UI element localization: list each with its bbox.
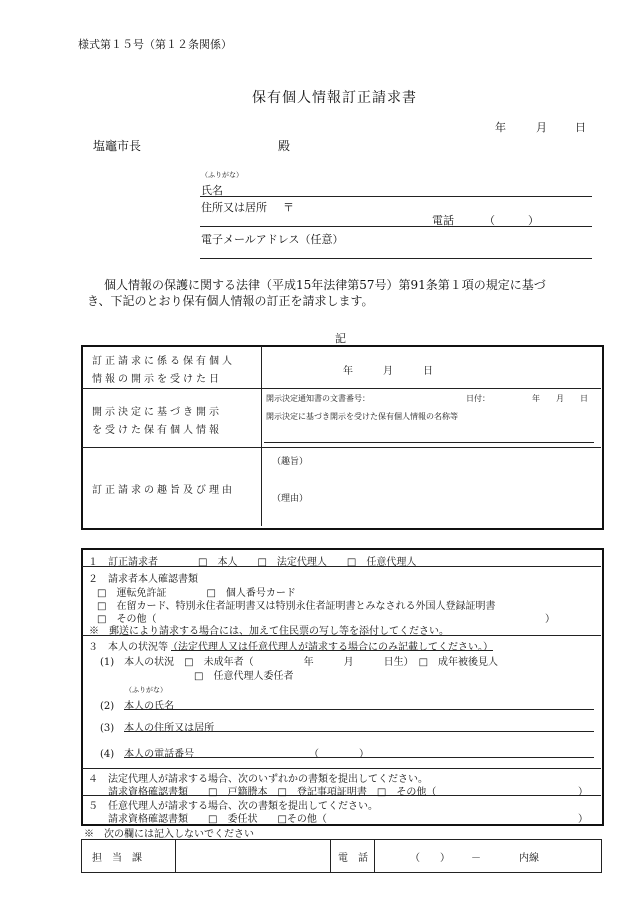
office-phone-dash: － xyxy=(471,853,481,864)
section1-requester-type[interactable]: １ 訂正請求者 □ 本人 □ 法定代理人 □ 任意代理人 xyxy=(88,557,417,568)
requester-phone-label: 電話 xyxy=(432,214,454,227)
section3-address-field[interactable] xyxy=(124,731,594,732)
ki-heading: 記 xyxy=(335,332,346,345)
addressee-name: 塩竈市長 xyxy=(93,139,142,153)
notice-date-label: 日付： xyxy=(466,394,490,403)
section2-option-1[interactable]: □ 運転免許証 □ 個人番号カード xyxy=(97,588,296,599)
section2-note: ※ 郵送により請求する場合には、加えて住民票の写し等を添付してください。 xyxy=(89,626,449,637)
section3-phone-paren: （ ） xyxy=(309,749,369,760)
disclosure-date-label-2: 情報の開示を受けた日 xyxy=(92,374,222,385)
requester-address-field[interactable] xyxy=(200,226,592,227)
section3-status-agent[interactable]: □ 任意代理人委任者 xyxy=(194,671,294,682)
section3-status[interactable]: (1) 本人の状況 □ 未成年者（ 年 月 日生） □ 成年被後見人 xyxy=(100,657,499,668)
office-phone-paren: （ ） xyxy=(410,853,450,864)
section3-furigana: （ふりがな） xyxy=(125,686,167,694)
date-year: 年 xyxy=(495,121,506,134)
requester-name-field[interactable] xyxy=(200,196,592,197)
page-title: 保有個人情報訂正請求書 xyxy=(252,90,417,106)
purpose-reason-label: 訂正請求の趣旨及び理由 xyxy=(92,485,235,496)
notice-doc-number[interactable]: 開示決定通知書の文書番号： xyxy=(266,394,370,403)
intro-line-1: 個人情報の保護に関する法律（平成15年法律第57号）第91条第１項の規定に基づ xyxy=(104,278,546,292)
section3-address-label: (3) 本人の住所又は居所 xyxy=(100,723,215,734)
section5-other-close: ） xyxy=(578,814,588,825)
section2-other-close: ） xyxy=(545,614,555,625)
section2-title: ２ 請求者本人確認書類 xyxy=(88,574,198,585)
postal-mark: 〒 xyxy=(283,201,294,214)
section4-documents[interactable]: 請求資格確認書類 □ 戸籍謄本 □ 登記事項証明書 □ その他（ xyxy=(108,787,437,798)
section3-name-label: (2) 本人の氏名 xyxy=(100,701,175,712)
section5-documents[interactable]: 請求資格確認書類 □ 委任状 □その他（ xyxy=(108,814,327,825)
date-day: 日 xyxy=(575,121,586,134)
disclosed-info-name[interactable]: 開示決定に基づき開示を受けた保有個人情報の名称等 xyxy=(266,412,458,421)
requester-email-field[interactable] xyxy=(200,258,592,259)
office-dept-label: 担 当 課 xyxy=(92,853,142,864)
section4-other-close: ） xyxy=(578,787,588,798)
disclosure-date-value[interactable]: 年 月 日 xyxy=(343,366,433,377)
office-phone-label: 電 話 xyxy=(338,853,368,864)
date-month: 月 xyxy=(536,121,547,134)
disclosed-info-label-1: 開示決定に基づき開示 xyxy=(92,407,222,418)
section5-title: ５ 任意代理人が請求する場合、次の書類を提出してください。 xyxy=(88,801,378,812)
office-ext-label: 内線 xyxy=(519,853,539,864)
requester-email-label: 電子メールアドレス（任意） xyxy=(201,233,344,246)
addressee-honorific: 殿 xyxy=(278,139,291,153)
section2-option-other[interactable]: □ その他（ xyxy=(97,614,157,625)
section3-phone-label: (4) 本人の電話番号 xyxy=(100,749,195,760)
section3-name-field[interactable] xyxy=(124,709,594,710)
office-use-note: ※ 次の欄には記入しないでください xyxy=(84,829,254,840)
requester-phone-paren: （ ） xyxy=(484,214,539,227)
purpose-field[interactable]: （趣旨） xyxy=(272,457,309,467)
notice-date-value[interactable]: 年 月 日 xyxy=(532,394,588,403)
intro-line-2: き、下記のとおり保有個人情報の訂正を請求します。 xyxy=(87,294,374,308)
requester-furigana: （ふりがな） xyxy=(201,171,243,179)
section2-option-2[interactable]: □ 在留カード、特別永住者証明書又は特別永住者証明書とみなされる外国人登録証明書 xyxy=(97,601,496,612)
reason-field[interactable]: （理由） xyxy=(272,494,309,504)
requester-name-label: 氏名 xyxy=(201,184,223,197)
disclosure-date-label-1: 訂正請求に係る保有個人 xyxy=(92,356,235,367)
disclosed-info-label-2: を受けた保有個人情報 xyxy=(92,425,222,436)
section3-phone-field[interactable] xyxy=(124,757,594,758)
section4-title: ４ 法定代理人が請求する場合、次のいずれかの書類を提出してください。 xyxy=(88,774,428,785)
form-number: 様式第１５号（第１２条関係） xyxy=(78,38,232,51)
requester-address-label: 住所又は居所 xyxy=(201,201,267,214)
section3-title: ３ 本人の状況等（法定代理人又は任意代理人が請求する場合にのみ記載してください。） xyxy=(88,642,493,653)
